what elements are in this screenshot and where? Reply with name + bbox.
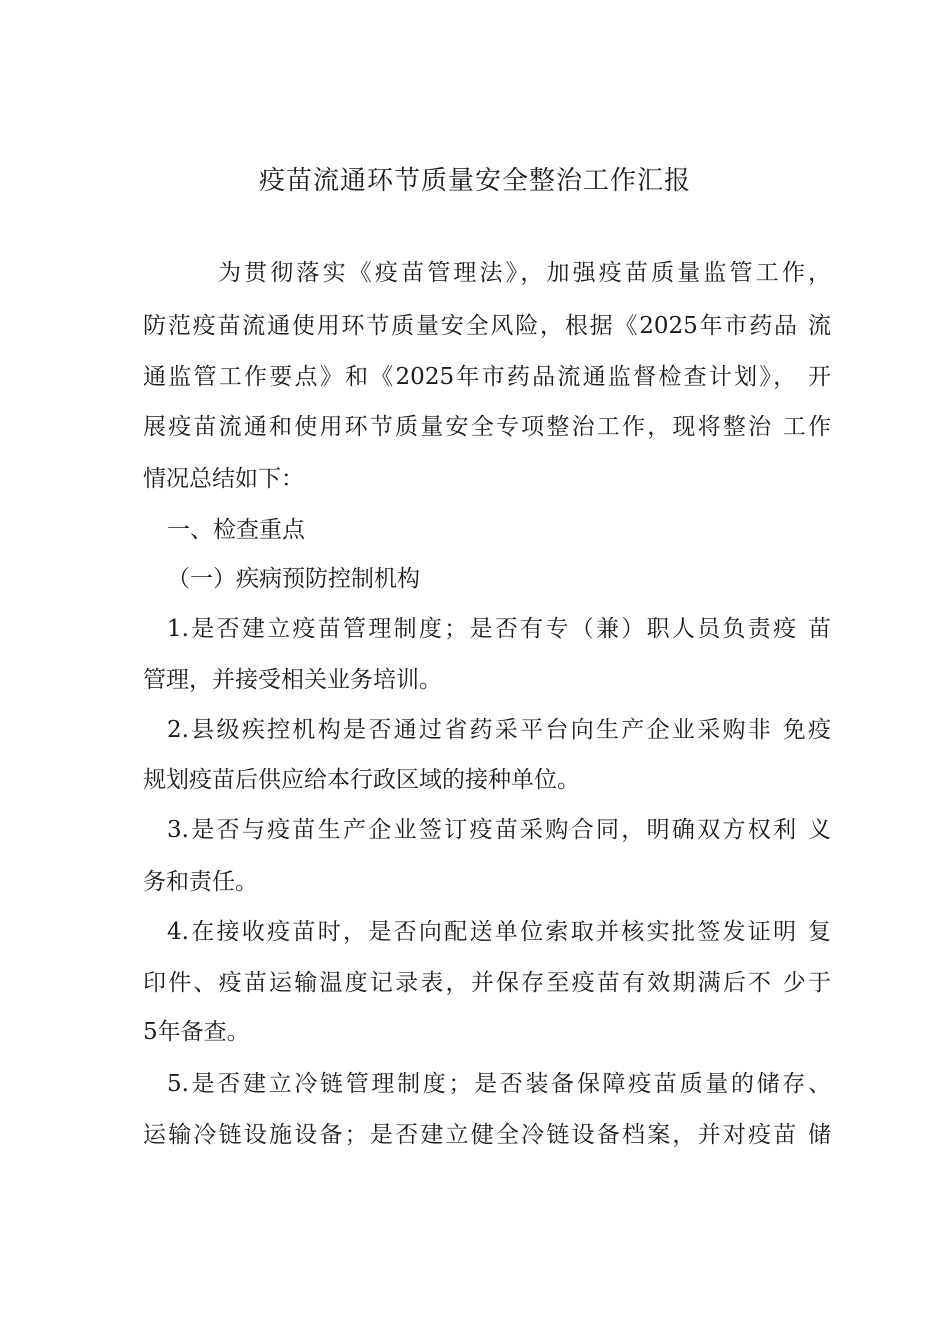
list-item-line: 印件、疫苗运输温度记录表，并保存至疫苗有效期满后不 少于: [143, 970, 831, 996]
document-title: 疫苗流通环节质量安全整治工作汇报: [258, 166, 691, 196]
paragraph-line: 为贯彻落实《疫苗管理法》，加强疫苗质量监管工作，: [218, 260, 831, 286]
paragraph-line: 展疫苗流通和使用环节质量安全专项整治工作，现将整治 工作: [143, 414, 831, 440]
list-item-line: 1.是否建立疫苗管理制度；是否有专（兼）职人员负责疫 苗: [167, 616, 831, 642]
paragraph-line: 防范疫苗流通使用环节质量安全风险，根据《2025年市药品 流: [143, 313, 831, 339]
list-item-line: 管理，并接受相关业务培训。: [143, 667, 442, 693]
list-item-line: 5年备查。: [143, 1019, 250, 1045]
list-item-line: 2.县级疾控机构是否通过省药采平台向生产企业采购非 免疫: [167, 717, 831, 743]
list-item-line: 5.是否建立冷链管理制度；是否装备保障疫苗质量的储存、: [167, 1071, 831, 1097]
list-item-line: 运输冷链设施设备；是否建立健全冷链设备档案，并对疫苗 储: [143, 1122, 831, 1148]
list-item-line: 规划疫苗后供应给本行政区域的接种单位。: [143, 767, 580, 793]
list-item-line: 4.在接收疫苗时，是否向配送单位索取并核实批签发证明 复: [167, 919, 831, 945]
paragraph-line: 情况总结如下：: [143, 466, 304, 492]
list-item-line: 3.是否与疫苗生产企业签订疫苗采购合同，明确双方权利 义: [167, 817, 831, 843]
paragraph-line: 通监管工作要点》和《2025年市药品流通监督检查计划》， 开: [143, 364, 831, 390]
list-item-line: 务和责任。: [143, 869, 258, 895]
section-heading: 一、检查重点: [167, 517, 305, 543]
subsection-heading: （一）疾病预防控制机构: [167, 566, 420, 592]
